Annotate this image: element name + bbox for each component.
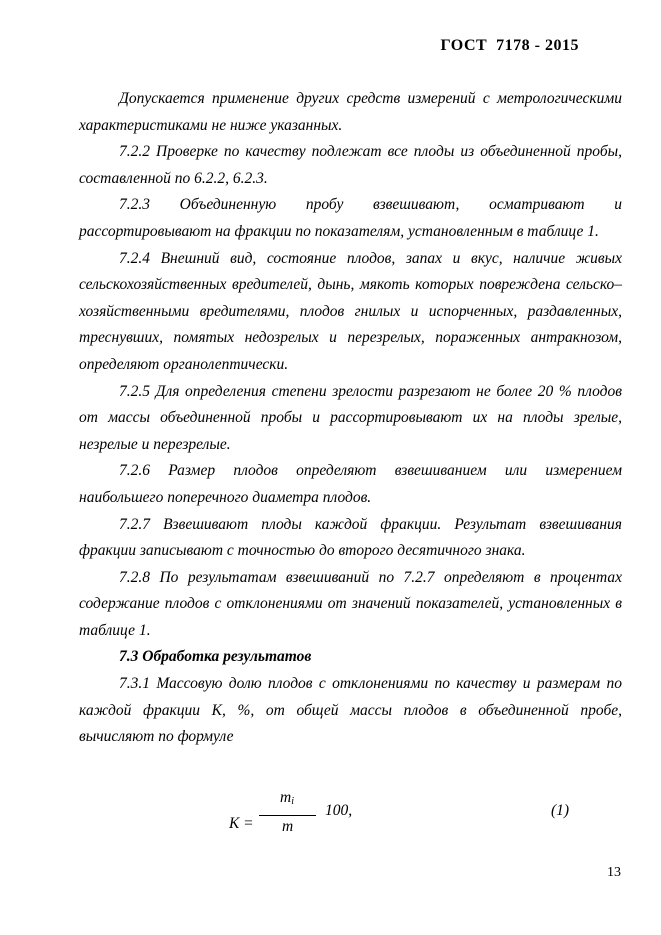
- paragraph-7-2-5: 7.2.5 Для определения степени зрелости разрезают не более 20 % плодов от массы объединенной пробы и рассортировывают их на плоды зрелые, незрелые и перезрелые.: [79, 382, 622, 453]
- formula-lhs: К =: [229, 815, 254, 832]
- document-body: [79, 86, 622, 751]
- formula-numerator-symbol: m: [280, 789, 292, 806]
- formula-numerator-subscript: i: [291, 796, 294, 807]
- page-number: 13: [607, 865, 621, 880]
- section-heading-7-3: 7.3 Обработка результатов: [119, 648, 312, 666]
- paragraph-7-2-8: 7.2.8 По результатам взвешиваний по 7.2.7 определяют в процентах содержание плодов с отклонениями от значений показателей, установленных в таблице 1.: [79, 568, 622, 639]
- paragraph-7-2-6: 7.2.6 Размер плодов определяют взвешиванием или измерением наибольшего поперечного диаметра плодов.: [79, 462, 622, 506]
- equation-number: (1): [551, 802, 570, 819]
- paragraph-7-2-7: 7.2.7 Взвешивают плоды каждой фракции. Результат взвешивания фракции записывают с точностью до второго десятичного знака.: [79, 515, 622, 560]
- formula-denominator: m: [282, 818, 294, 835]
- formula-numerator: [280, 789, 294, 807]
- paragraph-7-2-4: 7.2.4 Внешний вид, состояние плодов, запах и вкус, наличие живых сельскохозяйственных вредителей, дынь, мякоть которых повреждена сельско–хозяйственными вредителями, плодов гнилых и испорченных, раздавленных, треснувших, помятых недозрелых и перезрелых, пораженных антракнозом, определяют органолептически.: [79, 249, 622, 373]
- paragraph-7-3-1: 7.3.1 Массовую долю плодов с отклонениями по качеству и размерам по каждой фракции К, %, от общей массы плодов в объединенной пробе, вычисляют по формуле: [79, 675, 622, 746]
- formula-coefficient: 100,: [325, 802, 353, 819]
- paragraph-7-2-3: 7.2.3 Объединенную пробу взвешивают, осматривают и рассортировывают на фракции по показателям, установленным в таблице 1.: [79, 196, 622, 240]
- document-header: ГОСТ 7178 - 2015: [440, 37, 579, 54]
- paragraph-measurement-tools: Допускается применение других средств измерений с метрологическими характеристиками не ниже указанных.: [79, 90, 622, 134]
- fraction-bar: [259, 815, 316, 816]
- paragraph-7-2-2: 7.2.2 Проверке по качеству подлежат все плоды из объединенной пробы, составленной по 6.2.2, 6.2.3.: [79, 143, 622, 187]
